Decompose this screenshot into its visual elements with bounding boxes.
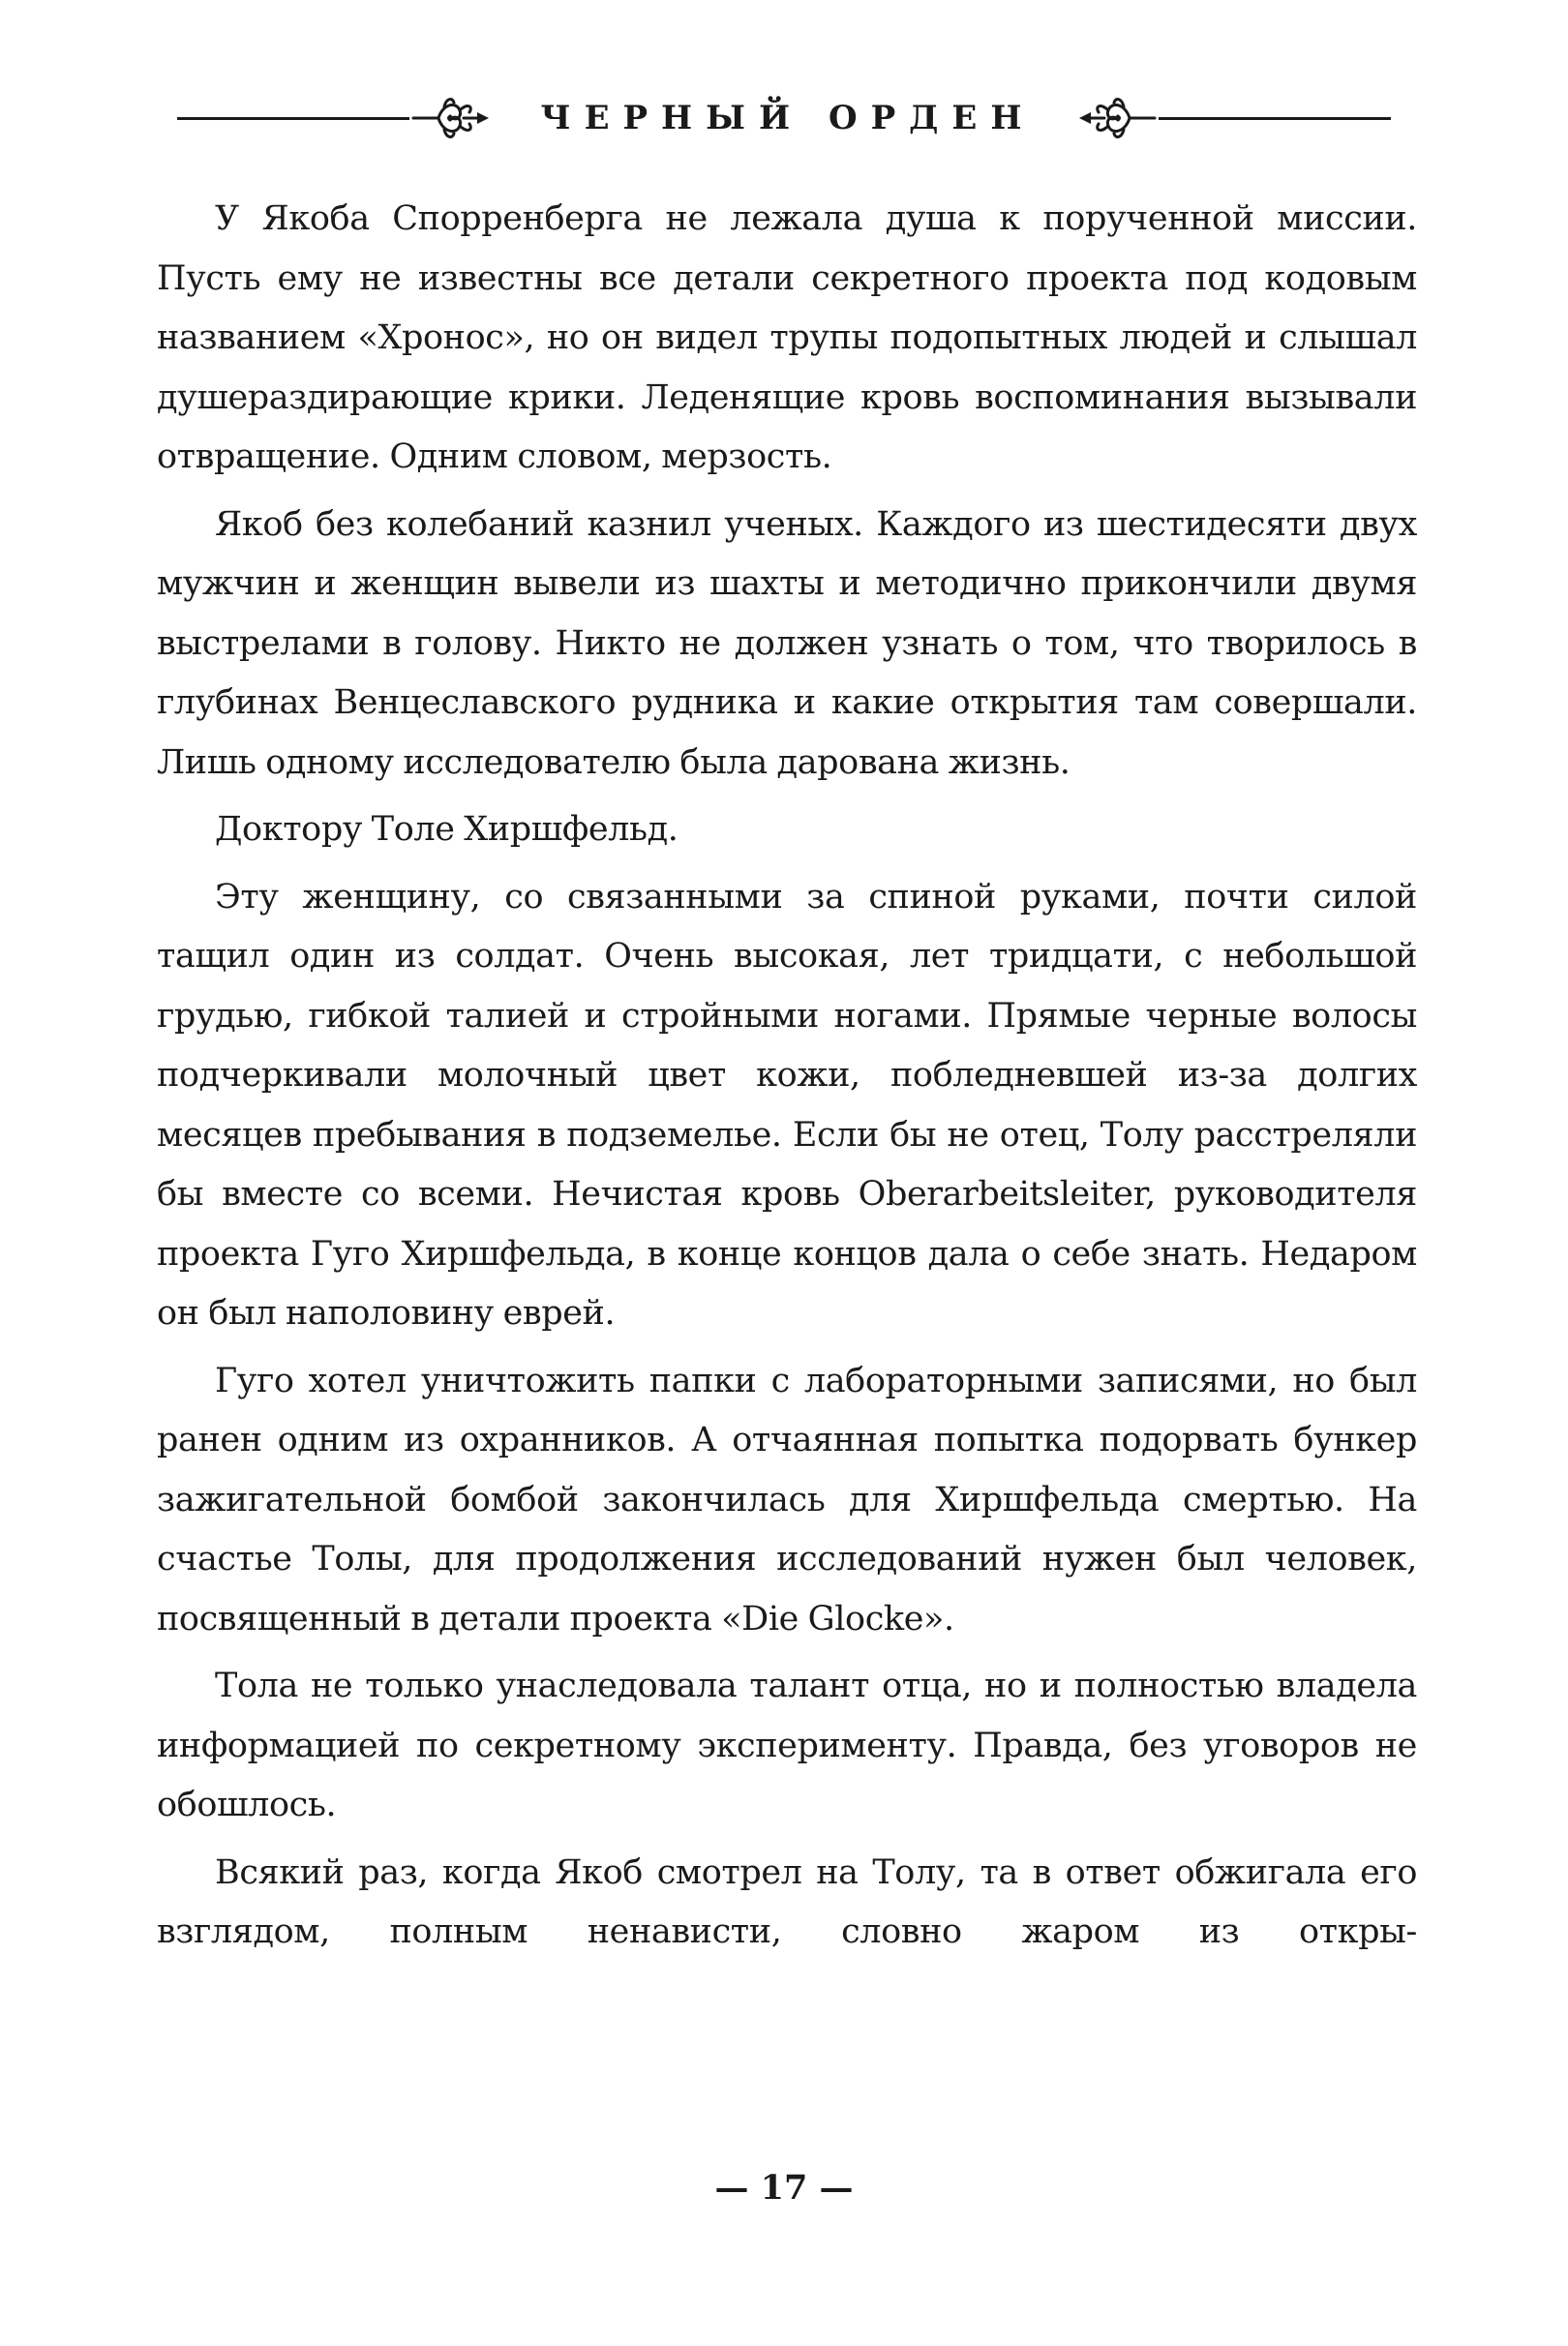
running-header — [155, 89, 1413, 147]
floral-fleuron-icon — [409, 89, 491, 147]
paragraph: Тола не только унаследовала талант отца, но и полностью владела информацией по секретному эксперименту. Правда, без уговоров не обошлось. — [157, 1667, 1417, 1824]
header-rule-right — [1159, 117, 1391, 120]
page-number: — 17 — — [714, 2168, 854, 2208]
paragraph: У Якоба Спорренберга не лежала душа к порученной миссии. Пусть ему не известны все детали секретного проекта под кодовым названием «Хронос», но он видел трупы подопытных людей и слышал душераздирающие крики. Леденящие кровь воспоминания вызывали отвращение. Одним словом, мерзость. — [157, 199, 1417, 476]
paragraph: Доктору Толе Хиршфельд. — [215, 810, 678, 849]
body-text — [157, 190, 1417, 1970]
running-title: ЧЕРНЫЙ ОРДЕН — [540, 99, 1036, 137]
paragraph: Гуго хотел уничтожить папки с лабораторными записями, но был ранен одним из охранников. А отчаянная попытка подорвать бункер зажигательной бомбой закончилась для Хиршфельда смертью. На счастье Толы, для продолжения исследований нужен был человек, посвященный в детали проекта «Die Glocke». — [157, 1361, 1417, 1639]
paragraph: Всякий раз, когда Якоб смотрел на Толу, та в ответ обжигала его взглядом, полным ненависти, словно жаром из откры- — [157, 1852, 1417, 1951]
header-rule-left — [177, 117, 409, 120]
floral-fleuron-icon — [1077, 89, 1159, 147]
paragraph: Якоб без колебаний казнил ученых. Каждого из шестидесяти двух мужчин и женщин вывели из шахты и методично прикончили двумя выстрелами в голову. Никто не должен узнать о том, что творилось в глубинах Венцеславского рудника и какие открытия там совершали. Лишь одному исследователю была дарована жизнь. — [157, 504, 1417, 782]
paragraph: Эту женщину, со связанными за спиной руками, почти силой тащил один из солдат. Очень высокая, лет тридцати, с небольшой грудью, гибкой талией и стройными ногами. Прямые черные волосы подчеркивали молочный цвет кожи, побледневшей из-за долгих месяцев пребывания в подземелье. Если бы не отец, Толу расстреляли бы вместе со всеми. Нечистая кровь Oberarbeitsleiter, руководителя проекта Гуго Хиршфельда, в конце концов дала о себе знать. Недаром он был наполовину еврей. — [157, 877, 1417, 1333]
